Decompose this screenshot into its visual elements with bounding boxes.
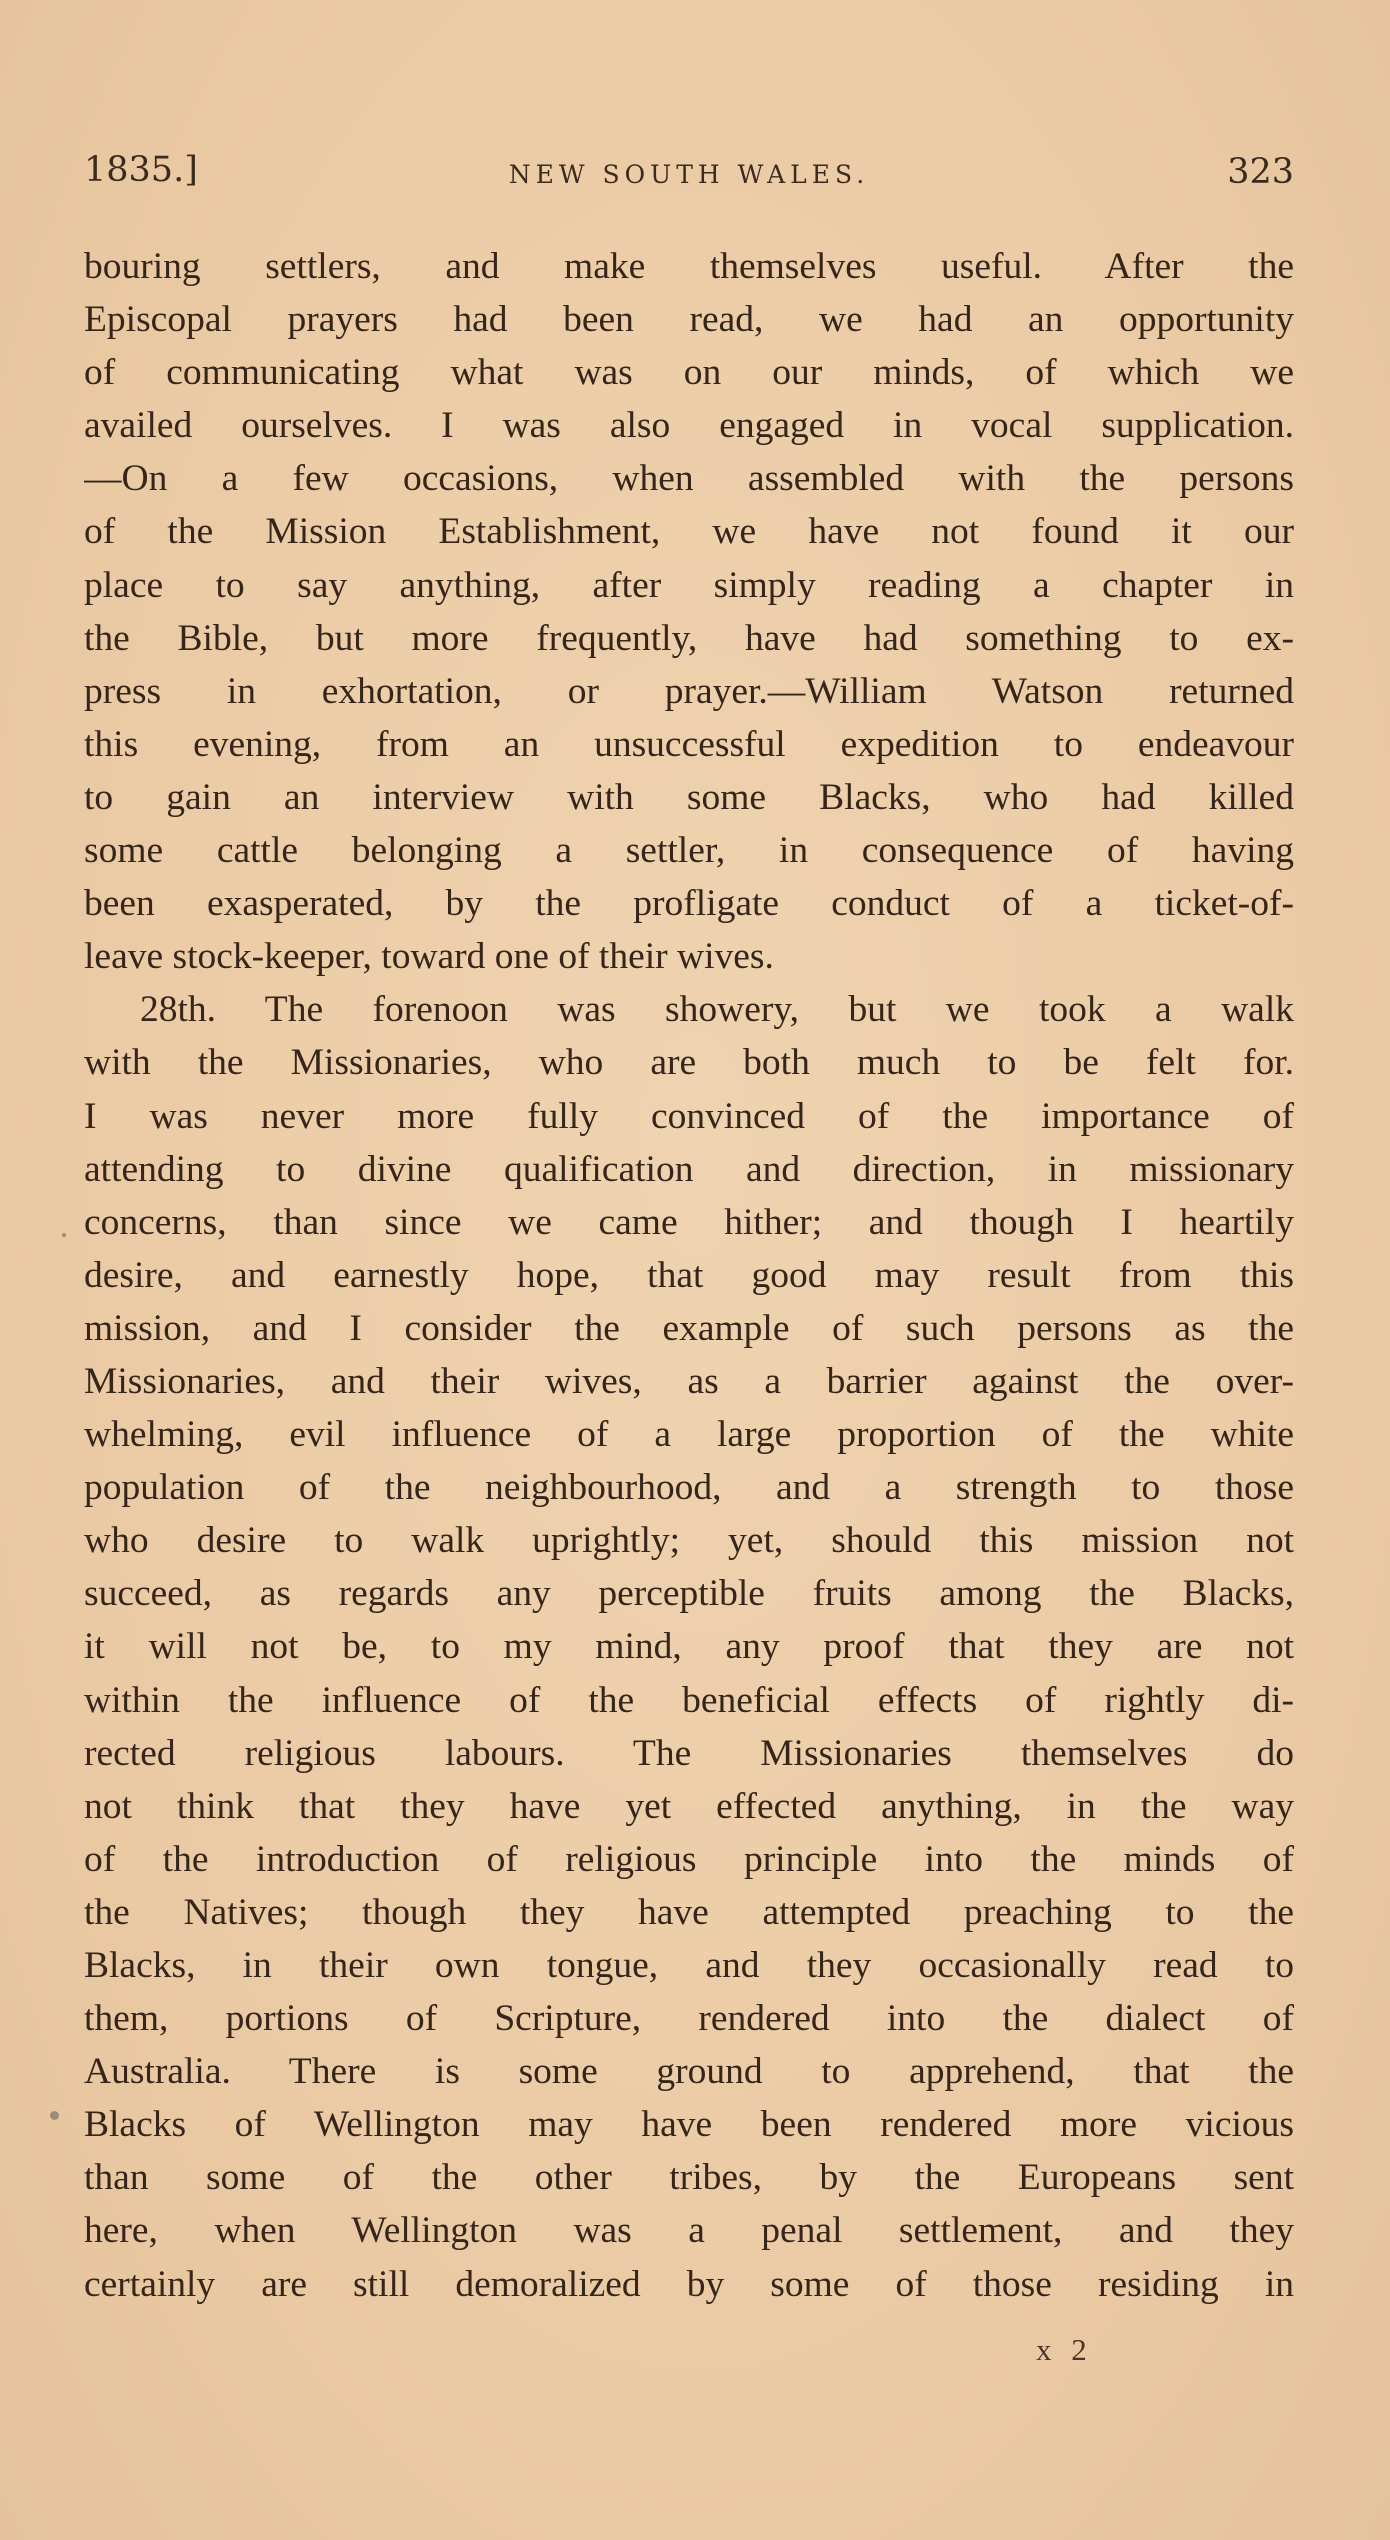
text-line: Australia. There is some ground to apprehend, that the [84,2051,1294,2093]
text-line: succeed, as regards any perceptible fruits among the Blacks, [84,1573,1294,1615]
text-line: it will not be, to my mind, any proof that they are not [84,1626,1294,1668]
text-line: of the Mission Establishment, we have not found it our [84,511,1294,553]
text-line: attending to divine qualification and direction, in missionary [84,1148,1294,1190]
text-line: been exasperated, by the profligate conduct of a ticket-of- [84,883,1294,925]
text-line: to gain an interview with some Blacks, who had killed [84,776,1294,818]
paragraph-end-line: leave stock-keeper, toward one of their wives. [84,936,774,978]
text-line: Episcopal prayers had been read, we had an opportunity [84,299,1294,341]
text-line: mission, and I consider the example of such persons as the [84,1307,1294,1349]
text-line: Blacks of Wellington may have been rendered more vicious [84,2104,1294,2146]
running-header [84,150,1294,210]
text-line: this evening, from an unsuccessful expedition to endeavour [84,723,1294,765]
header-title: NEW SOUTH WALES. [508,160,870,189]
text-line: with the Missionaries, who are both much to be felt for. [84,1042,1294,1084]
text-line: rected religious labours. The Missionaries themselves do [84,1732,1294,1774]
text-line: them, portions of Scripture, rendered into the dialect of [84,1998,1294,2040]
text-line: certainly are still demoralized by some of those residing in [84,2263,1294,2305]
signature-mark: x 2 [1036,2332,1093,2367]
text-line: press in exhortation, or prayer.—William Watson returned [84,670,1294,712]
text-line: than some of the other tribes, by the Europeans sent [84,2157,1294,2199]
text-line: the Natives; though they have attempted preaching to the [84,1891,1294,1933]
paper-speck [50,2111,59,2120]
text-line: Missionaries, and their wives, as a barrier against the over- [84,1360,1294,1402]
text-line: place to say anything, after simply reading a chapter in [84,564,1294,606]
text-line: here, when Wellington was a penal settlement, and they [84,2210,1294,2252]
header-year: 1835.] [84,150,198,190]
text-line: I was never more fully convinced of the importance of [84,1095,1294,1137]
body-text [84,240,1294,2311]
text-line: population of the neighbourhood, and a strength to those [84,1467,1294,1509]
text-line: within the influence of the beneficial effects of rightly di- [84,1679,1294,1721]
text-line: not think that they have yet effected anything, in the way [84,1785,1294,1827]
text-line: of communicating what was on our minds, of which we [84,352,1294,394]
text-line: the Bible, but more frequently, have had something to ex- [84,617,1294,659]
text-line: who desire to walk uprightly; yet, should this mission not [84,1520,1294,1562]
text-line: bouring settlers, and make themselves useful. After the [84,246,1294,287]
text-line: of the introduction of religious principle into the minds of [84,1838,1294,1880]
text-line: concerns, than since we came hither; and though I heartily [84,1201,1294,1243]
text-line: whelming, evil influence of a large proportion of the white [84,1414,1294,1456]
text-line: Blacks, in their own tongue, and they occasionally read to [84,1945,1294,1986]
paragraph-start-line: 28th. The forenoon was showery, but we took a walk [140,989,1294,1031]
page-number: 323 [1227,152,1294,192]
text-line: some cattle belonging a settler, in consequence of having [84,830,1294,872]
text-line: desire, and earnestly hope, that good may result from this [84,1254,1294,1296]
text-line: availed ourselves. I was also engaged in vocal supplication. [84,405,1294,447]
paper-speck [62,1233,66,1237]
text-line: —On a few occasions, when assembled with the persons [84,458,1294,500]
